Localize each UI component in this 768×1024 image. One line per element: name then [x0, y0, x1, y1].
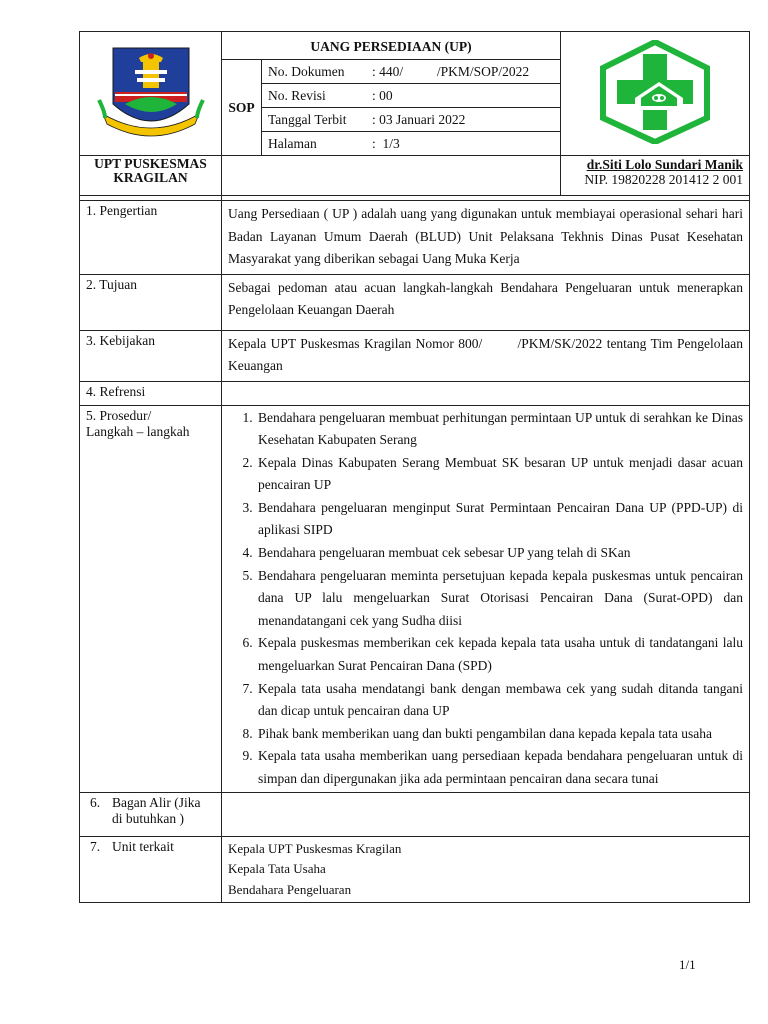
sop-label: SOP — [222, 60, 262, 156]
procedure-step: 6. Kepala puskesmas memberikan cek kepada kepala tata usaha untuk di tandatangani lalu mengeluarkan Surat Pencairan Dana (SPD) — [256, 632, 743, 677]
prosedur-label-line-1: 5. Prosedur/ — [86, 407, 152, 423]
meta-value: : 1/3 — [372, 135, 400, 151]
section-label-unit — [80, 836, 222, 903]
meta-row-revision — [262, 84, 561, 108]
unit-label: Unit terkait — [112, 838, 174, 854]
meta-key: Halaman — [268, 135, 317, 151]
procedure-step: 4. Bendahara pengeluaran membuat cek sebesar UP yang telah di SKan — [256, 542, 743, 565]
section-label-pengertian: 1. Pengertian — [80, 201, 222, 275]
meta-value: : 00 — [372, 87, 393, 103]
related-unit-item: Kepala Tata Usaha — [228, 861, 326, 877]
signature-block — [561, 156, 750, 196]
organization-name — [80, 156, 222, 196]
procedure-list — [228, 407, 743, 791]
procedure-step: 5. Bendahara pengeluaran meminta persetujuan kepada kepala puskesmas untuk pencairan dana UP lalu mengeluarkan Surat Otorisasi Pencairan Dana (Surat-OPD) dan menandatangani cek yang Sudha diisi — [256, 565, 743, 633]
meta-key: No. Revisi — [268, 87, 326, 103]
procedure-step: 7. Kepala tata usaha mendatangi bank dengan membawa cek yang sudah ditanda tangani dan dicap untuk pencairan dana UP — [256, 678, 743, 723]
meta-row-document — [262, 60, 561, 84]
bagan-label-line-1: Bagan Alir (Jika — [112, 794, 201, 810]
org-line-1: UPT PUSKESMAS — [94, 156, 207, 171]
procedure-steps — [222, 405, 750, 792]
procedure-step: 2. Kepala Dinas Kabupaten Serang Membuat SK besaran UP untuk menjadi dasar acuan pencairan UP — [256, 452, 743, 497]
related-units — [222, 836, 750, 903]
unit-number: 7. — [90, 838, 101, 854]
puskesmas-logo-cell — [561, 32, 750, 156]
puskesmas-cross-logo — [595, 40, 715, 144]
section-text-referensi — [222, 381, 750, 405]
section-label-prosedur — [80, 405, 222, 792]
related-unit-item: Kepala UPT Puskesmas Kragilan — [228, 840, 402, 856]
meta-row-date — [262, 108, 561, 132]
regency-logo-cell — [80, 32, 222, 156]
related-unit-item: Bendahara Pengeluaran — [228, 881, 352, 897]
meta-key: Tanggal Terbit — [268, 111, 347, 127]
regency-emblem-logo — [95, 42, 207, 142]
meta-value: : 03 Januari 2022 — [372, 111, 466, 127]
procedure-step: 3. Bendahara pengeluaran menginput Surat Permintaan Pencairan Dana UP (PPD-UP) di aplikasi SIPD — [256, 497, 743, 542]
org-line-2: KRAGILAN — [113, 170, 188, 185]
meta-key: No. Dokumen — [268, 63, 345, 79]
signer-nip: NIP. 19820228 201412 2 001 — [584, 172, 743, 187]
procedure-step: 8. Pihak bank memberikan uang dan bukti pengambilan dana kepada kepala tata usaha — [256, 723, 743, 746]
document-title: UANG PERSEDIAAN (UP) — [222, 32, 561, 60]
signer-name: dr.Siti Lolo Sundari Manik — [586, 157, 743, 172]
bagan-number: 6. — [90, 794, 101, 810]
sop-table — [79, 31, 750, 903]
prosedur-label-line-2: Langkah – langkah — [86, 423, 190, 439]
section-text-kebijakan: Kepala UPT Puskesmas Kragilan Nomor 800/ /PKM/SK/2022 tentang Tim Pengelolaan Keuangan — [222, 330, 750, 381]
section-label-tujuan: 2. Tujuan — [80, 274, 222, 330]
section-text-tujuan: Sebagai pedoman atau acuan langkah-langkah Bendahara Pengeluaran untuk menerapkan Pengelolaan Keuangan Daerah — [222, 274, 750, 330]
section-label-kebijakan: 3. Kebijakan — [80, 330, 222, 381]
section-text-bagan — [222, 792, 750, 836]
meta-value: : 440/ /PKM/SOP/2022 — [372, 63, 530, 79]
page-number: 1/1 — [679, 957, 696, 972]
procedure-step: 9. Kepala tata usaha memberikan uang persediaan kepada bendahara pengeluaran untuk di simpan dan dipergunakan jika ada permintaan pencairan dana secara tunai — [256, 745, 743, 790]
section-label-bagan — [80, 792, 222, 836]
section-text-pengertian: Uang Persediaan ( UP ) adalah uang yang digunakan untuk membiayai operasional sehari hari Badan Layanan Umum Daerah (BLUD) Unit Pelaksana Tekhnis Dinas Pusat Kesehatan Masyarakat yang diberikan sebagai Uang Muka Kerja — [222, 201, 750, 275]
section-label-referensi: 4. Refrensi — [80, 381, 222, 405]
meta-row-page — [262, 132, 561, 156]
procedure-step: 1. Bendahara pengeluaran membuat perhitungan permintaan UP untuk di serahkan ke Dinas Kesehatan Kabupaten Serang — [256, 407, 743, 452]
blank-header-cell — [222, 156, 561, 196]
bagan-label-line-2: di butuhkan ) — [112, 810, 184, 826]
sop-document — [79, 31, 749, 903]
